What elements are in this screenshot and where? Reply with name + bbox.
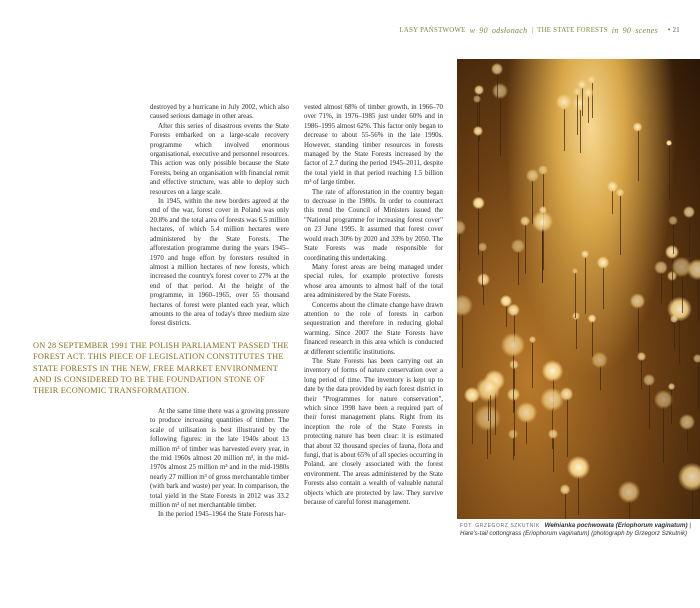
cottongrass-stem: [585, 258, 586, 314]
cottongrass-stem: [578, 477, 579, 515]
cottongrass-stem: [478, 208, 479, 255]
cottongrass-tuft: [540, 388, 563, 411]
cottongrass-stem: [525, 225, 526, 274]
cottongrass-stem: [542, 230, 543, 283]
cottongrass-tuft: [587, 75, 596, 84]
cottongrass-tuft: [597, 256, 609, 268]
cottongrass-tuft: [529, 336, 536, 343]
cottongrass-tuft: [457, 220, 466, 235]
cottongrass-tuft: [588, 314, 596, 322]
cottongrass-stem: [682, 275, 683, 313]
cottongrass-tuft: [492, 83, 508, 99]
cottongrass-photo: [457, 59, 700, 519]
cottongrass-stem: [576, 319, 577, 349]
cottongrass-stem: [638, 131, 639, 182]
cottongrass-tuft: [532, 211, 553, 232]
cottongrass-stem: [629, 501, 630, 519]
cottongrass-tuft: [668, 216, 678, 226]
header-scenes: scenes: [635, 26, 658, 35]
cottongrass-tuft: [633, 122, 642, 131]
cottongrass-tuft: [572, 268, 578, 274]
cottongrass-stem: [620, 196, 621, 255]
header-in: in: [611, 26, 619, 35]
cottongrass-tuft: [538, 165, 548, 175]
cottongrass-stem: [553, 438, 554, 472]
cottongrass-stem: [483, 285, 484, 305]
cottongrass-stem: [497, 74, 498, 97]
pull-quote: ON 28 SEPTEMBER 1991 THE POLISH PARLIAMENT PASSED THE FOREST ACT. THIS PIECE OF LEGISLATION CONSTITUTES THE STATE FORESTS IN THE NEW, FREE MARKET ENVIRONMENT AND IS CONSIDERED TO BE THE FOUNDATION STONE OF THEIR ECONOMIC TRANSFORMATION.: [33, 341, 289, 396]
paragraph: Concerns about the climate change have drawn attention to the role of forests in carbon sequestration and therefore in reducing global warming. Since 2007 the State Forests have financed research in this area which is conducted at different scientific institutions.: [304, 301, 443, 356]
cottongrass-stem: [478, 135, 479, 192]
cottongrass-stem: [603, 267, 604, 309]
caption-divider: |: [689, 522, 691, 529]
cottongrass-stem: [600, 366, 601, 390]
cottongrass-stem: [698, 363, 699, 410]
header-w: w: [469, 26, 476, 35]
cottongrass-tuft: [491, 63, 503, 75]
cottongrass-stem: [462, 314, 463, 368]
cottongrass-tuft: [616, 188, 624, 196]
cottongrass-stem: [532, 343, 533, 388]
cottongrass-tuft: [591, 352, 607, 368]
running-header: [399, 26, 680, 35]
cottongrass-stem: [641, 360, 642, 389]
cottongrass-tuft: [509, 360, 518, 369]
header-separator: |: [531, 27, 534, 34]
cottongrass-stem: [661, 273, 662, 304]
cottongrass-tuft: [560, 484, 571, 495]
cottongrass-stem: [638, 307, 639, 351]
cottongrass-stem: [459, 233, 460, 271]
cottongrass-stem: [679, 319, 680, 364]
cottongrass-tuft: [643, 374, 655, 386]
cottongrass-tuft: [683, 206, 696, 219]
cottongrass-stem: [674, 322, 675, 349]
cottongrass-stem: [580, 110, 581, 154]
cottongrass-tuft: [679, 414, 695, 430]
caption-title-pl: Wełnianka pochwowata (Eriophorum vaginatum): [544, 522, 688, 529]
cottongrass-stem: [482, 251, 483, 287]
cottongrass-tuft: [572, 96, 587, 111]
cottongrass-tuft: [678, 463, 700, 491]
header-odslonach: odsłonach: [491, 26, 528, 35]
cottongrass-tuft: [581, 250, 589, 258]
column-left-top: [150, 103, 289, 329]
cottongrass-stem: [518, 252, 519, 285]
header-lasy: LASY PAŃSTWOWE: [399, 27, 466, 34]
cottongrass-stem: [612, 191, 613, 214]
cottongrass-stem: [532, 181, 533, 224]
cottongrass-tuft: [520, 216, 530, 226]
cottongrass-stem: [592, 322, 593, 358]
cottongrass-tuft: [618, 481, 640, 503]
paragraph: destroyed by a hurricane in July 2002, which also caused serious damage in other areas.: [150, 104, 289, 121]
paragraph: In 1945, within the new borders agreed at the end of the war, forest cover in Poland was only 20.8% and the total area of forests was 6.5 million hectares, of which 5.4 million hectares were administered by the State Forests. The afforestation programme during the years 1945–1970 and huge effort by foresters resulted in almost a million hectares of new forests, which increased the country's forest cover to 27% at the end of that period. At the height of the programme, in 1960–1965, over 55 thousand hectares of forest were planted each year, which amounts to the area of today's three medium size forest districts.: [150, 198, 289, 328]
cottongrass-stem: [663, 407, 664, 464]
paragraph: The State Forests has been carrying out an inventory of forms of nature conservation over a long period of time. The inventory is kept up to date by the data provided by each forest district in their "Programmes for nature conservation", which since 1998 have been a required part of their forest management plans. Right from its inception the role of the State Forests in protecting nature has been clear: it is estimated that about 32 thousand species of fauna, flora and fungi, that is about 65% of all species occurring in Poland, are closely associated with the forest environment. The areas administered by the State Forests also contain a wealth of valuable natural objects which are protected by law. They survive because of careful forest management.: [304, 357, 443, 507]
cottongrass-stem: [692, 488, 693, 519]
cottongrass-tuft: [654, 261, 668, 275]
header-tsf: THE STATE FORESTS: [537, 27, 608, 34]
cottongrass-stem: [513, 355, 514, 413]
caption-text-en: Hare's-tail cottongrass (Eriophorum vaginatum) (photograph by Grzegorz Szkutnik): [460, 530, 688, 538]
cottongrass-stem: [500, 97, 501, 156]
cottongrass-stem: [490, 395, 491, 454]
cottongrass-tuft: [526, 169, 539, 182]
header-ninety-pl: 90: [479, 26, 488, 35]
cottongrass-tuft: [474, 85, 484, 95]
cottongrass-stem: [577, 95, 578, 135]
cottongrass-tuft: [542, 360, 564, 382]
cottongrass-stem: [689, 217, 690, 257]
cottongrass-tuft: [668, 383, 675, 390]
photo-caption: [460, 522, 695, 538]
page-number: • 21: [667, 27, 680, 34]
cottongrass-stem: [673, 224, 674, 254]
cottongrass-tuft: [654, 390, 673, 409]
cottongrass-tuft: [666, 140, 672, 146]
paragraph: In the period 1945–1964 the State Forests har-: [158, 511, 286, 519]
cottongrass-tuft: [693, 354, 700, 363]
column-middle: [304, 103, 443, 507]
paragraph: After this series of disastrous events the State Forests embarked on a large-scale recovery programme which involved enormous organisational, executive and personnel resources. This action was only possible because the State Forests, being an organisation with financial remit and effective structure, was able to deploy such resources on a large scale.: [150, 122, 289, 196]
cottongrass-tuft: [473, 126, 483, 136]
cottongrass-stem: [487, 429, 488, 460]
cottongrass-tuft: [583, 87, 594, 98]
paragraph: vested almost 68% of timber growth, in 1966–70 over 71%, in 1976–1985 just under 60% and in 1986–1995 almost 62%. This factor only began to decrease to about 55-56% in the late 1990s. However, standing timber resources in forests managed by the State Forests increased by the factor of 2.7 during the period 1945–2011, despite the total yield in that period reaching 1.5 billion m³ of large timber.: [304, 104, 443, 187]
cottongrass-tuft: [500, 295, 512, 307]
cottongrass-stem: [565, 494, 566, 519]
cottongrass-tuft: [480, 378, 499, 397]
cottongrass-tuft: [501, 333, 525, 357]
cottongrass-tuft: [556, 94, 572, 110]
cottongrass-stem: [698, 278, 699, 321]
cottongrass-tuft: [630, 293, 646, 309]
cottongrass-tuft: [670, 315, 678, 323]
cottongrass-tuft: [567, 456, 590, 479]
cottongrass-stem: [575, 273, 576, 318]
header-ninety-en: 90: [622, 26, 632, 35]
cottongrass-tuft: [477, 273, 490, 286]
paragraph: At the same time there was a growing pressure to produce increasing quantities of timber. The scale of utilisation is best illustrated by the following figures: in the late 1940s about 13 million m³ of timber was harvested every year, in the mid 1960s almost 20 million m³, in the mid-1970s almost 25 million m³ and in the mid-1980s nearly 27 million m³ of gross merchantable timber (with bark and waste) per year. In comparison, the total yield in the State Forests in 2012 was 33.2 million m³ of net merchantable timber.: [150, 408, 289, 510]
cottongrass-tuft: [472, 197, 484, 209]
cottongrass-stem: [669, 145, 670, 199]
column-left-bottom: [150, 407, 289, 520]
cottongrass-tuft: [516, 402, 537, 423]
cottongrass-stem: [564, 109, 565, 151]
cottongrass-tuft: [637, 352, 646, 361]
cottongrass-stem: [649, 385, 650, 428]
cottongrass-stem: [588, 96, 589, 122]
paragraph: Many forest areas are being managed under special rules, for example protective forests whose area amounts to almost half of the total area administered by the State Forests.: [304, 263, 443, 300]
cottongrass-stem: [567, 399, 568, 456]
cottongrass-tuft: [548, 429, 558, 439]
cottongrass-tuft: [473, 95, 481, 103]
cottongrass-tuft: [457, 295, 473, 316]
paragraph: The rate of afforestation in the country began to decrease in the 1980s. In order to counteract this trend the Council of Ministers issued the "National programme for increasing forest cover" on 23 June 1995. It assumed that forest cover would reach 30% by 2020 and 33% by 2050. The State Forests was made responsible for coordinating this undertaking.: [304, 188, 443, 262]
cottongrass-stem: [472, 402, 473, 444]
cottongrass-tuft: [511, 239, 525, 253]
cottongrass-stem: [687, 428, 688, 451]
cottongrass-stem: [526, 421, 527, 444]
cottongrass-stem: [506, 306, 507, 327]
photo-credit: FOT. GRZEGORZ SZKUTNIK: [460, 523, 540, 529]
